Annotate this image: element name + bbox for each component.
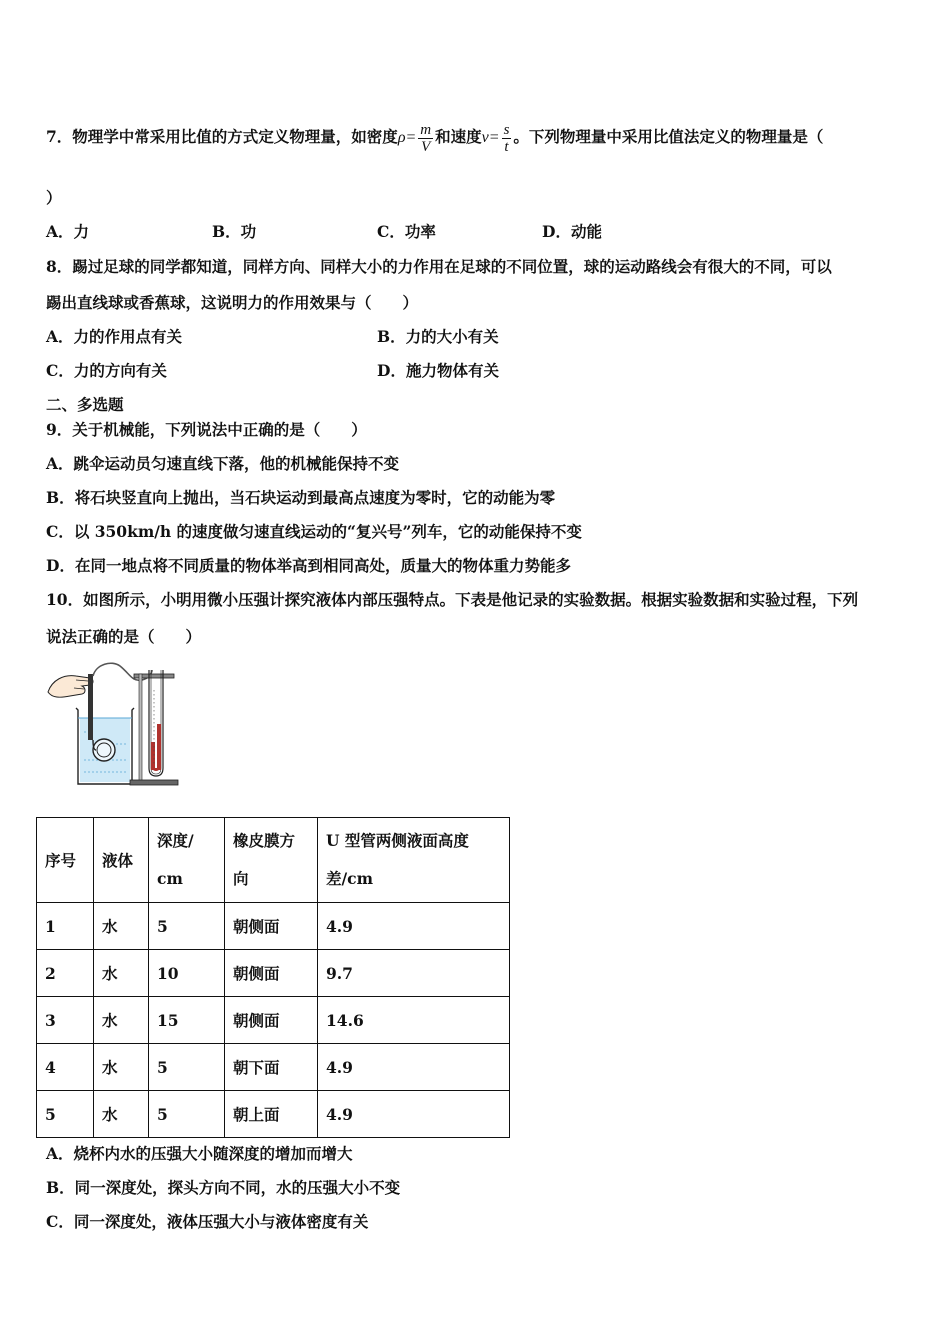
q7-text-b: 和速度 <box>435 127 482 146</box>
q8-option-d: D．施力物体有关 <box>377 361 499 380</box>
speed-fraction <box>502 122 512 155</box>
table-cell: 水 <box>94 997 149 1044</box>
table-cell: 4 <box>37 1044 94 1091</box>
q7-option-a: A．力 <box>46 222 90 241</box>
table-cell: 朝侧面 <box>225 950 318 997</box>
q8-option-c: C．力的方向有关 <box>46 361 167 380</box>
header-height-line1: U 型管两侧液面高度 <box>326 831 469 850</box>
hand-illustration <box>48 676 93 698</box>
table-cell: 4.9 <box>318 1044 510 1091</box>
header-height-line2: 差/cm <box>326 869 373 888</box>
q10-option-c: C．同一深度处，液体压强大小与液体密度有关 <box>46 1212 369 1231</box>
header-cell-direction <box>225 818 318 903</box>
q10-line-1: 10．如图所示，小明用微小压强计探究液体内部压强特点。下表是他记录的实验数据。根据实验数据和实验过程，下列 <box>46 590 859 609</box>
q7-option-d: D．动能 <box>542 222 602 241</box>
table-cell: 5 <box>149 1091 225 1138</box>
table-row <box>37 903 510 950</box>
fraction-denominator-v: V <box>421 138 431 155</box>
fraction-numerator-m: m <box>420 121 432 138</box>
q7-option-b: B．功 <box>212 222 257 241</box>
section-heading: 二、多选题 <box>46 395 124 414</box>
table-row <box>37 1091 510 1138</box>
table-row <box>37 950 510 997</box>
header-cell-liquid <box>94 818 149 903</box>
header-depth-line1: 深度/ <box>157 831 194 850</box>
experiment-data-table <box>36 817 510 1138</box>
q8-line-1: 8．踢过足球的同学都知道，同样方向、同样大小的力作用在足球的不同位置，球的运动路线会有很大的不同，可以 <box>46 257 832 276</box>
table-header-row <box>37 818 510 903</box>
q8-option-b: B．力的大小有关 <box>377 327 499 346</box>
q9-option-b: B．将石块竖直向上抛出，当石块运动到最高点速度为零时，它的动能为零 <box>46 488 556 507</box>
table-cell: 5 <box>149 1044 225 1091</box>
q7-option-c: C．功率 <box>377 222 436 241</box>
table-row <box>37 997 510 1044</box>
table-cell: 4.9 <box>318 1091 510 1138</box>
header-liquid-label: 液体 <box>102 851 134 870</box>
q9-option-d: D．在同一地点将不同质量的物体举高到相同高处，质量大的物体重力势能多 <box>46 556 571 575</box>
q9-stem: 9．关于机械能，下列说法中正确的是（ ） <box>46 420 367 439</box>
header-cell-height-diff <box>318 818 510 903</box>
table-cell: 朝上面 <box>225 1091 318 1138</box>
q10-option-a: A．烧杯内水的压强大小随深度的增加而增大 <box>46 1144 353 1163</box>
density-fraction <box>418 122 433 155</box>
header-cell-index <box>37 818 94 903</box>
header-cell-depth <box>149 818 225 903</box>
u-tube <box>149 670 163 776</box>
table-cell: 5 <box>37 1091 94 1138</box>
table-cell: 9.7 <box>318 950 510 997</box>
q9-option-c: C．以 350km/h 的速度做匀速直线运动的“复兴号”列车，它的动能保持不变 <box>46 522 582 541</box>
equals-sign: = <box>405 129 417 146</box>
table-cell: 水 <box>94 1091 149 1138</box>
table-cell: 2 <box>37 950 94 997</box>
table-cell: 4.9 <box>318 903 510 950</box>
header-index-label: 序号 <box>45 851 77 870</box>
q9-option-a: A．跳伞运动员匀速直线下落，他的机械能保持不变 <box>46 454 400 473</box>
q8-line-2: 踢出直线球或香蕉球，这说明力的作用效果与（ ） <box>46 293 419 312</box>
pressure-gauge-figure <box>46 660 186 788</box>
q10-line-2: 说法正确的是（ ） <box>46 627 202 646</box>
table-cell: 3 <box>37 997 94 1044</box>
table-cell: 15 <box>149 997 225 1044</box>
table-cell: 朝侧面 <box>225 903 318 950</box>
table-cell: 水 <box>94 903 149 950</box>
q7-close-paren: ） <box>46 188 62 207</box>
fraction-denominator-t: t <box>504 138 509 155</box>
header-depth-line2: cm <box>157 869 183 888</box>
table-cell: 14.6 <box>318 997 510 1044</box>
v-symbol: v <box>481 129 489 146</box>
q7-stem <box>46 115 823 160</box>
table-cell: 10 <box>149 950 225 997</box>
table-cell: 朝下面 <box>225 1044 318 1091</box>
table-cell: 1 <box>37 903 94 950</box>
q8-option-a: A．力的作用点有关 <box>46 327 183 346</box>
q7-text-c: 。下列物理量中采用比值法定义的物理量是（ <box>513 127 824 146</box>
rho-symbol: ρ <box>397 129 406 146</box>
q7-text-a: 物理学中常采用比值的方式定义物理量，如密度 <box>72 127 398 146</box>
header-direction-line1: 橡皮膜方 <box>233 831 296 850</box>
table-cell: 朝侧面 <box>225 997 318 1044</box>
table-row <box>37 1044 510 1091</box>
header-direction-line2: 向 <box>233 869 249 888</box>
table-cell: 5 <box>149 903 225 950</box>
q7-number: 7． <box>46 127 73 146</box>
equals-sign-2: = <box>488 129 500 146</box>
q10-option-b: B．同一深度处，探头方向不同，水的压强大小不变 <box>46 1178 401 1197</box>
fraction-numerator-s: s <box>503 121 510 138</box>
table-cell: 水 <box>94 950 149 997</box>
table-cell: 水 <box>94 1044 149 1091</box>
